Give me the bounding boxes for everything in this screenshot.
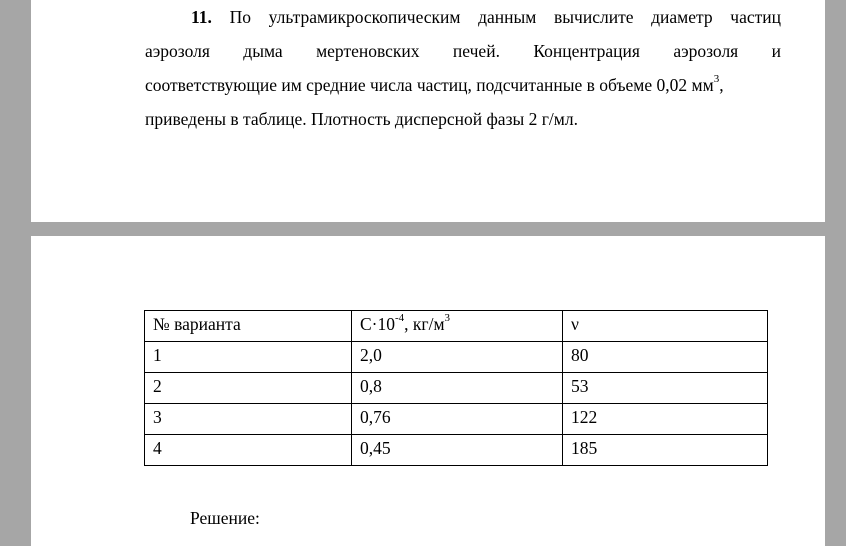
volume-unit-exponent: 3 — [713, 73, 720, 86]
header-variant: № варианта — [145, 311, 352, 342]
problem-number: 11. — [191, 7, 212, 27]
cell-concentration: 0,76 — [352, 404, 563, 435]
header-particle-count: ν — [563, 311, 768, 342]
table-row — [145, 435, 768, 466]
header-concentration-unit: , кг/м — [404, 314, 445, 334]
problem-line-3-text: соответствующие им средние числа частиц, подсчитанные в объеме 0,02 мм — [145, 75, 714, 95]
document-page-1 — [31, 0, 825, 222]
problem-line-2: аэрозоля дыма мертеновских печей. Концентрация аэрозоля и — [145, 41, 781, 61]
problem-line-3-comma: , — [719, 75, 724, 95]
table-row — [145, 342, 768, 373]
cell-variant: 4 — [145, 435, 352, 466]
problem-line-1 — [145, 0, 781, 34]
cell-concentration: 0,8 — [352, 373, 563, 404]
cell-variant: 2 — [145, 373, 352, 404]
cell-particle-count: 185 — [563, 435, 768, 466]
cell-concentration: 0,45 — [352, 435, 563, 466]
cell-concentration: 2,0 — [352, 342, 563, 373]
solution-label: Решение: — [190, 508, 260, 528]
table-row — [145, 373, 768, 404]
problem-line-4: приведены в таблице. Плотность дисперсной фазы 2 г/мл. — [145, 109, 578, 129]
cell-particle-count: 80 — [563, 342, 768, 373]
problem-line-1-text: По ультрамикроскопическим данным вычислите диаметр частиц — [211, 7, 781, 27]
document-page-2 — [31, 236, 825, 546]
header-concentration-exponent: -4 — [395, 312, 405, 325]
table-header-row — [145, 311, 768, 342]
cell-variant: 1 — [145, 342, 352, 373]
header-concentration-base: С·10 — [360, 314, 395, 334]
variants-table — [144, 310, 768, 466]
header-concentration — [352, 311, 563, 342]
cell-particle-count: 53 — [563, 373, 768, 404]
problem-line-3 — [145, 68, 781, 102]
cell-variant: 3 — [145, 404, 352, 435]
table-row — [145, 404, 768, 435]
problem-statement — [145, 0, 781, 136]
cell-particle-count: 122 — [563, 404, 768, 435]
header-unit-exponent: 3 — [444, 312, 451, 325]
